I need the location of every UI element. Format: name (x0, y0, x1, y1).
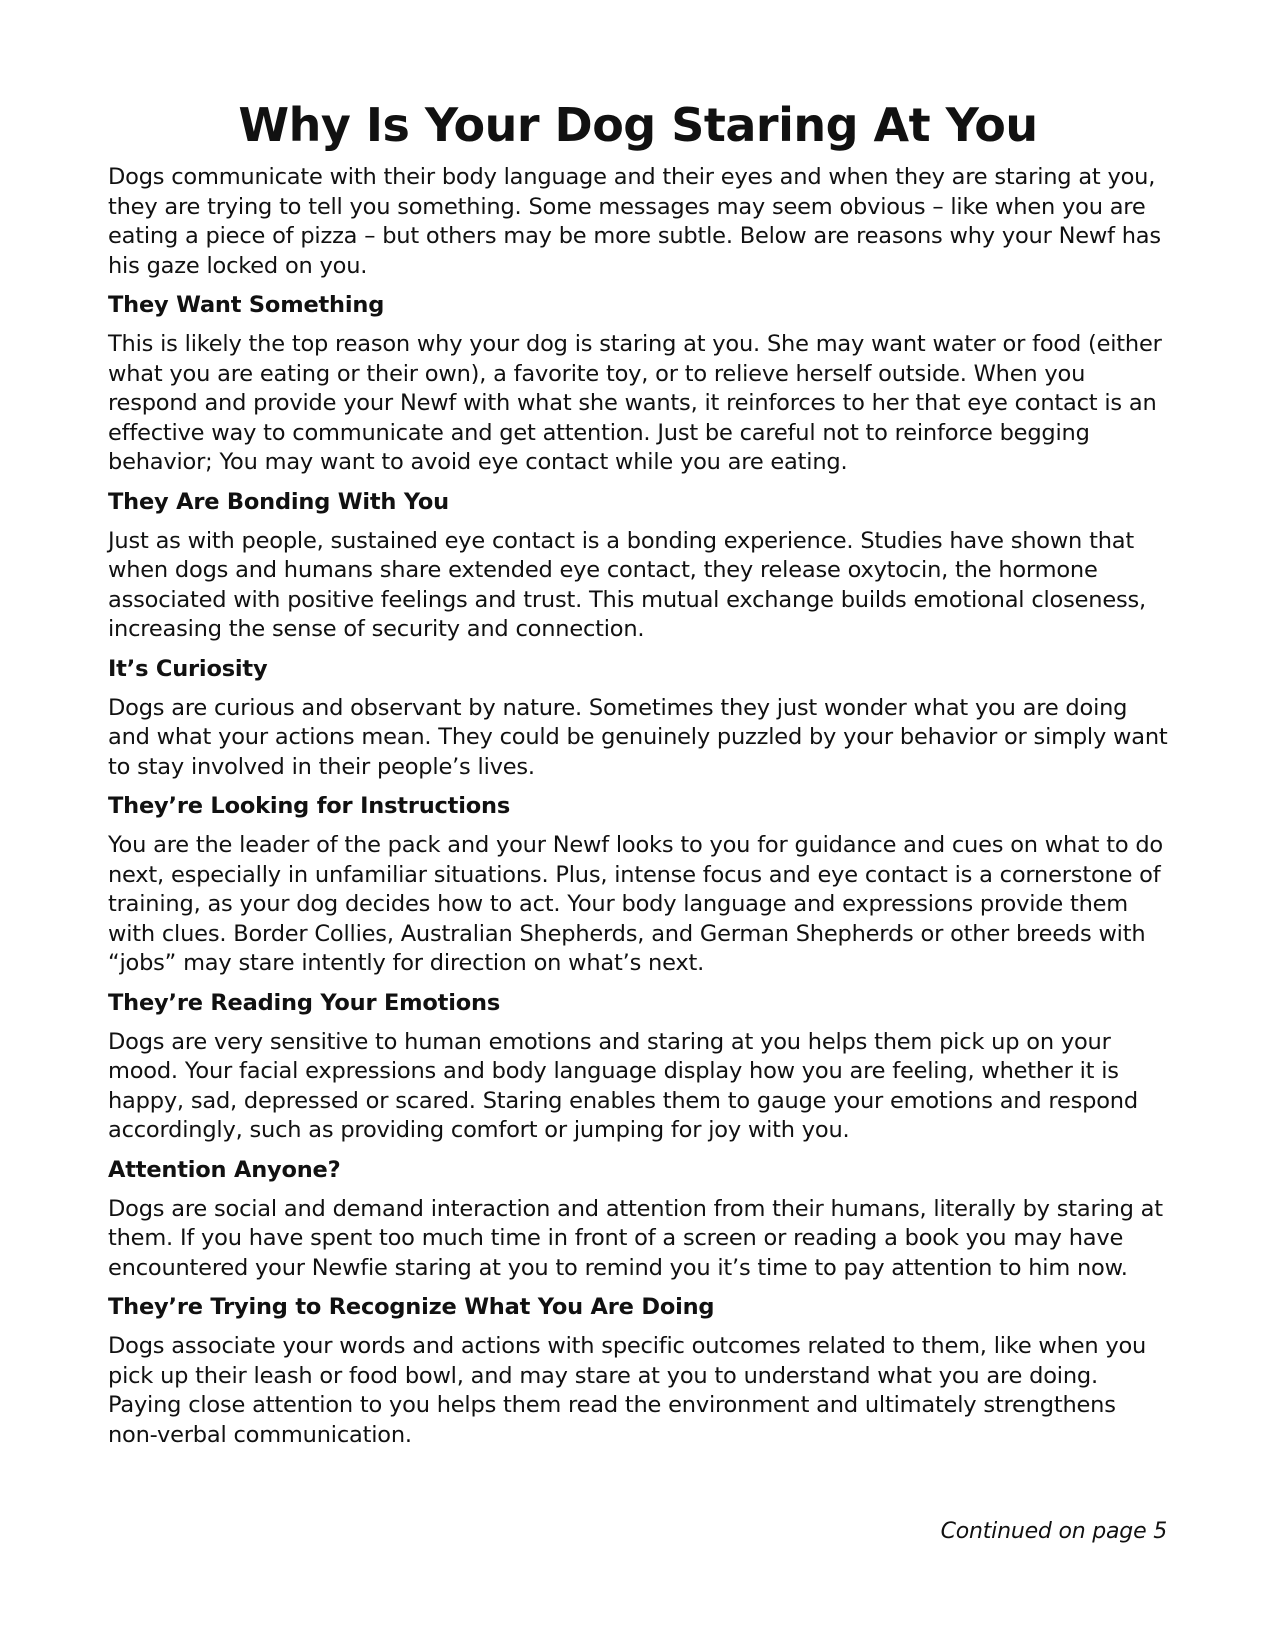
section-attention (108, 1155, 1168, 1284)
section-heading: It’s Curiosity (108, 655, 268, 682)
section-want-something (108, 290, 1168, 478)
article (108, 95, 1168, 1459)
section-body: This is likely the top reason why your dog is staring at you. She may want water or food (either what you are eating or their own), a favorite toy, or to relieve herself outside. When you respond and provide your Newf with what she wants, it reinforces to her that eye contact is an effective way to communicate and get attention. Just be careful not to reinforce begging behavior; You may want to avoid eye contact while you are eating. (108, 331, 1162, 475)
section-heading: They Are Bonding With You (108, 488, 449, 515)
section-instructions (108, 791, 1168, 979)
section-heading: They’re Trying to Recognize What You Are Doing (108, 1294, 715, 1320)
section-heading: They Want Something (108, 292, 385, 318)
intro-paragraph: Dogs communicate with their body language and their eyes and when they are staring at you, they are trying to tell you something. Some messages may seem obvious – like when you are eating a piece of pizza – but others may be more subtle. Below are reasons why your Newf has his gaze locked on you. (108, 164, 1161, 279)
section-curiosity (108, 654, 1168, 783)
section-heading: They’re Looking for Instructions (108, 793, 511, 819)
page-title: Why Is Your Dog Staring At You (238, 98, 1038, 152)
section-body: You are the leader of the pack and your Newf looks to you for guidance and cues on what to do next, especially in unfamiliar situations. Plus, intense focus and eye contact is a cornerstone of training, as your dog decides how to act. Your body language and expressions provide them with clues. Border Collies, Australian Shepherds, and German Shepherds or other breeds with “jobs” may stare intently for direction on what’s next. (108, 832, 1163, 976)
section-body: Dogs are social and demand interaction and attention from their humans, literally by staring at them. If you have spent too much time in front of a screen or reading a book you may have encountered your Newfie staring at you to remind you it’s time to pay attention to him now. (108, 1195, 1163, 1281)
section-heading: Attention Anyone? (108, 1156, 341, 1183)
section-heading: They’re Reading Your Emotions (108, 989, 501, 1016)
section-body: Just as with people, sustained eye contact is a bonding experience. Studies have shown that when dogs and humans share extended eye contact, they release oxytocin, the hormone associated with positive feelings and trust. This mutual exchange builds emotional closeness, increasing the sense of security and connection. (108, 527, 1146, 642)
section-body: Dogs are curious and observant by nature. Sometimes they just wonder what you are doing and what your actions mean. They could be genuinely puzzled by your behavior or simply want to stay involved in their people’s lives. (108, 694, 1168, 780)
section-body: Dogs associate your words and actions with specific outcomes related to them, like when you pick up their leash or food bowl, and may stare at you to understand what you are doing. Paying close attention to you helps them read the environment and ultimately strengthens non-verbal communication. (108, 1333, 1147, 1448)
section-emotions (108, 988, 1168, 1146)
section-bonding (108, 487, 1168, 645)
section-recognize (108, 1292, 1168, 1450)
continued-note: Continued on page 5 (940, 1519, 1167, 1544)
section-body: Dogs are very sensitive to human emotions and staring at you helps them pick up on your mood. Your facial expressions and body language display how you are feeling, whether it is happy, sad, depressed or scared. Staring enables them to gauge your emotions and respond accordingly, such as providing comfort or jumping for joy with you. (108, 1028, 1138, 1143)
